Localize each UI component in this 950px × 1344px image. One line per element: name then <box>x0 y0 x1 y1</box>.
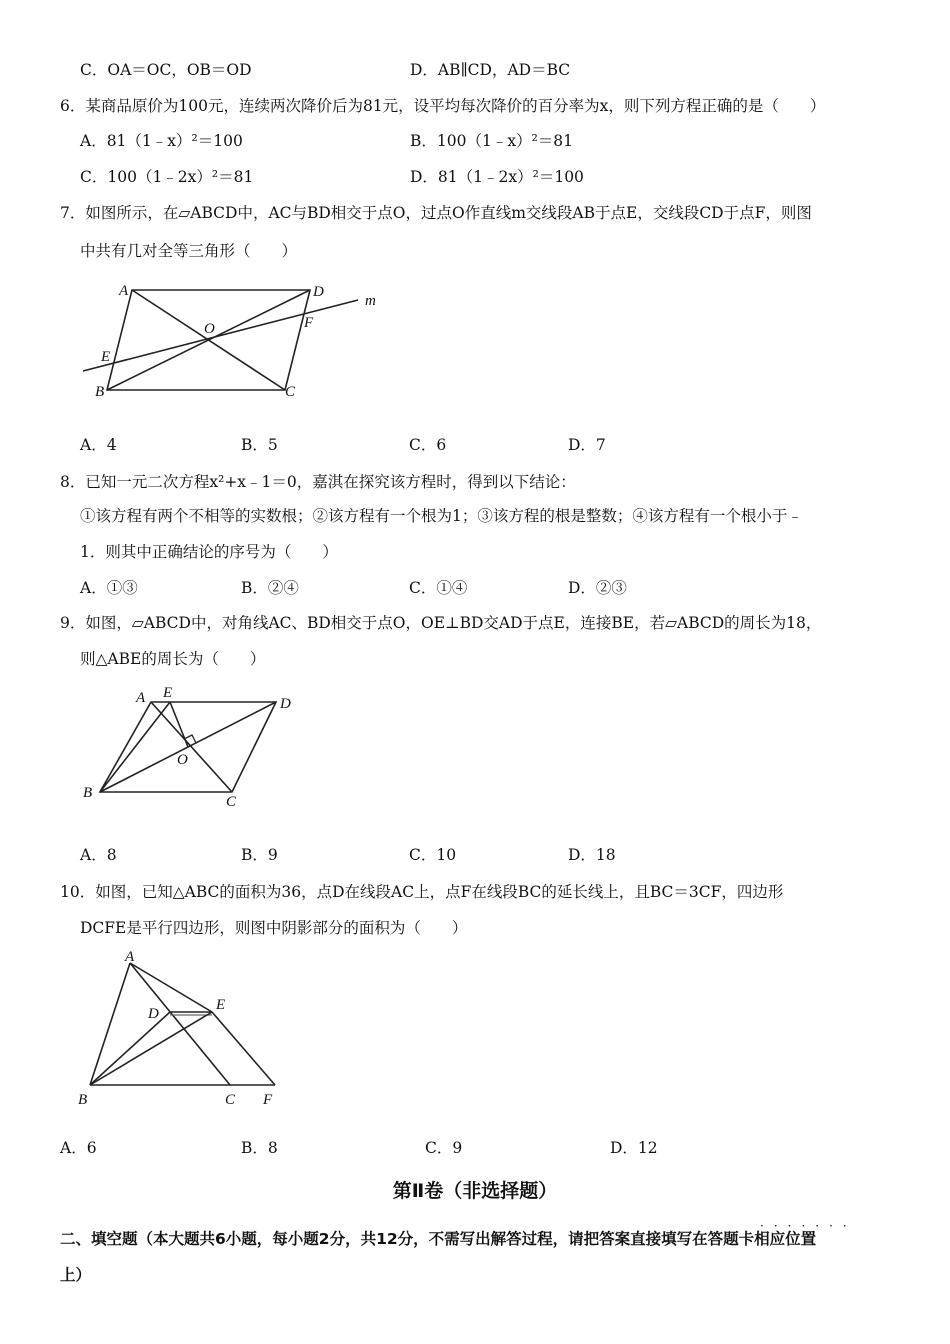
q7-label-o: O <box>204 321 215 337</box>
q7-line-m <box>83 300 358 371</box>
q7-label-m: m <box>365 293 376 309</box>
q10-option-a: A．6 <box>60 1139 97 1157</box>
q10-label-b: B <box>78 1092 88 1108</box>
q9-segment-be <box>100 702 170 792</box>
q7-label-d: D <box>313 284 324 300</box>
q7-label-c: C <box>285 384 296 400</box>
q10-stem-line2: DCFE是平行四边形，则图中阴影部分的面积为（ ） <box>80 919 468 937</box>
q7-label-f: F <box>304 315 314 331</box>
section2-heading-line2: 上） <box>60 1266 92 1284</box>
q10-segment-be <box>90 1012 212 1085</box>
q10-side-ac <box>130 963 230 1085</box>
q5-option-c: C．OA＝OC，OB＝OD <box>80 61 252 79</box>
q9-option-d: D．18 <box>568 846 616 864</box>
q8-option-c: C．①④ <box>409 579 468 597</box>
q10-option-b: B．8 <box>241 1139 278 1157</box>
q6-stem: 6．某商品原价为100元，连续两次降价后为81元，设平均每次降价的百分率为x，则下列方程正确的是（ ） <box>60 97 826 115</box>
q9-segment-oe <box>170 702 188 747</box>
q10-label-e: E <box>216 997 226 1013</box>
q9-stem-line1: 9．如图，▱ABCD中，对角线AC、BD相交于点O，OE⊥BD交AD于点E，连接BE，若▱ABCD的周长为18， <box>60 614 822 632</box>
q10-triangle-figure <box>70 945 300 1110</box>
q7-option-a: A．4 <box>80 436 117 454</box>
q7-option-d: D．7 <box>568 436 606 454</box>
q6-option-c: C．100（1﹣2x）²＝81 <box>80 168 254 186</box>
q5-option-d: D．AB∥CD，AD＝BC <box>410 61 571 79</box>
q9-label-c: C <box>226 794 237 810</box>
q10-label-c: C <box>225 1092 236 1108</box>
q6-option-b: B．100（1﹣x）²＝81 <box>410 132 574 150</box>
q6-option-a: A．81（1﹣x）²＝100 <box>80 132 243 150</box>
q8-option-a: A．①③ <box>80 579 138 597</box>
part2-title: 第Ⅱ卷（非选择题） <box>392 1180 558 1202</box>
q7-option-c: C．6 <box>409 436 447 454</box>
q9-option-a: A．8 <box>80 846 117 864</box>
q10-label-d: D <box>148 1006 159 1022</box>
q9-diagonal-ac <box>151 702 232 792</box>
q7-parallelogram-figure <box>75 275 395 405</box>
q10-option-c: C．9 <box>425 1139 463 1157</box>
q7-label-a: A <box>119 283 129 299</box>
q6-option-d: D．81（1﹣2x）²＝100 <box>410 168 584 186</box>
q9-label-b: B <box>83 785 93 801</box>
q8-option-d: D．②③ <box>568 579 627 597</box>
q9-option-b: B．9 <box>241 846 278 864</box>
q9-stem-line2: 则△ABE的周长为（ ） <box>80 650 266 668</box>
q10-label-f: F <box>263 1092 273 1108</box>
q10-option-d: D．12 <box>610 1139 658 1157</box>
q8-stem-line1: 8．已知一元二次方程x²+x﹣1＝0，嘉淇在探究该方程时，得到以下结论： <box>60 473 576 491</box>
q10-stem-line1: 10．如图，已知△ABC的面积为36，点D在线段AC上，点F在线段BC的延长线上，且BC＝3CF，四边形 <box>60 883 784 901</box>
q7-stem-line1: 7．如图所示，在▱ABCD中，AC与BD相交于点O，过点O作直线m交线段AB于点E，交线段CD于点F，则图 <box>60 204 812 222</box>
q10-label-a: A <box>125 949 135 965</box>
q9-label-a: A <box>136 690 146 706</box>
q7-stem-line2: 中共有几对全等三角形（ ） <box>80 242 298 260</box>
q8-option-b: B．②④ <box>241 579 299 597</box>
q9-label-e: E <box>163 685 173 701</box>
q9-parallelogram-figure <box>78 680 308 810</box>
q10-segment-ae <box>130 963 212 1012</box>
q9-label-d: D <box>280 696 291 712</box>
q7-label-b: B <box>95 384 105 400</box>
q7-diagonal-bd <box>107 290 310 390</box>
section2-heading-line1: 二、填空题（本大题共6小题，每小题2分，共12分，不需写出解答过程，请把答案直接填写在答题卡相应位置 <box>60 1230 817 1248</box>
q7-option-b: B．5 <box>241 436 278 454</box>
emphasis-dots: ······· <box>760 1219 857 1233</box>
q9-label-o: O <box>177 752 188 768</box>
q8-stem-line3: 1．则其中正确结论的序号为（ ） <box>80 543 338 561</box>
q7-label-e: E <box>101 349 111 365</box>
q8-stem-line2: ①该方程有两个不相等的实数根；②该方程有一个根为1；③该方程的根是整数；④该方程有一个根小于﹣ <box>80 507 803 525</box>
q9-option-c: C．10 <box>409 846 457 864</box>
